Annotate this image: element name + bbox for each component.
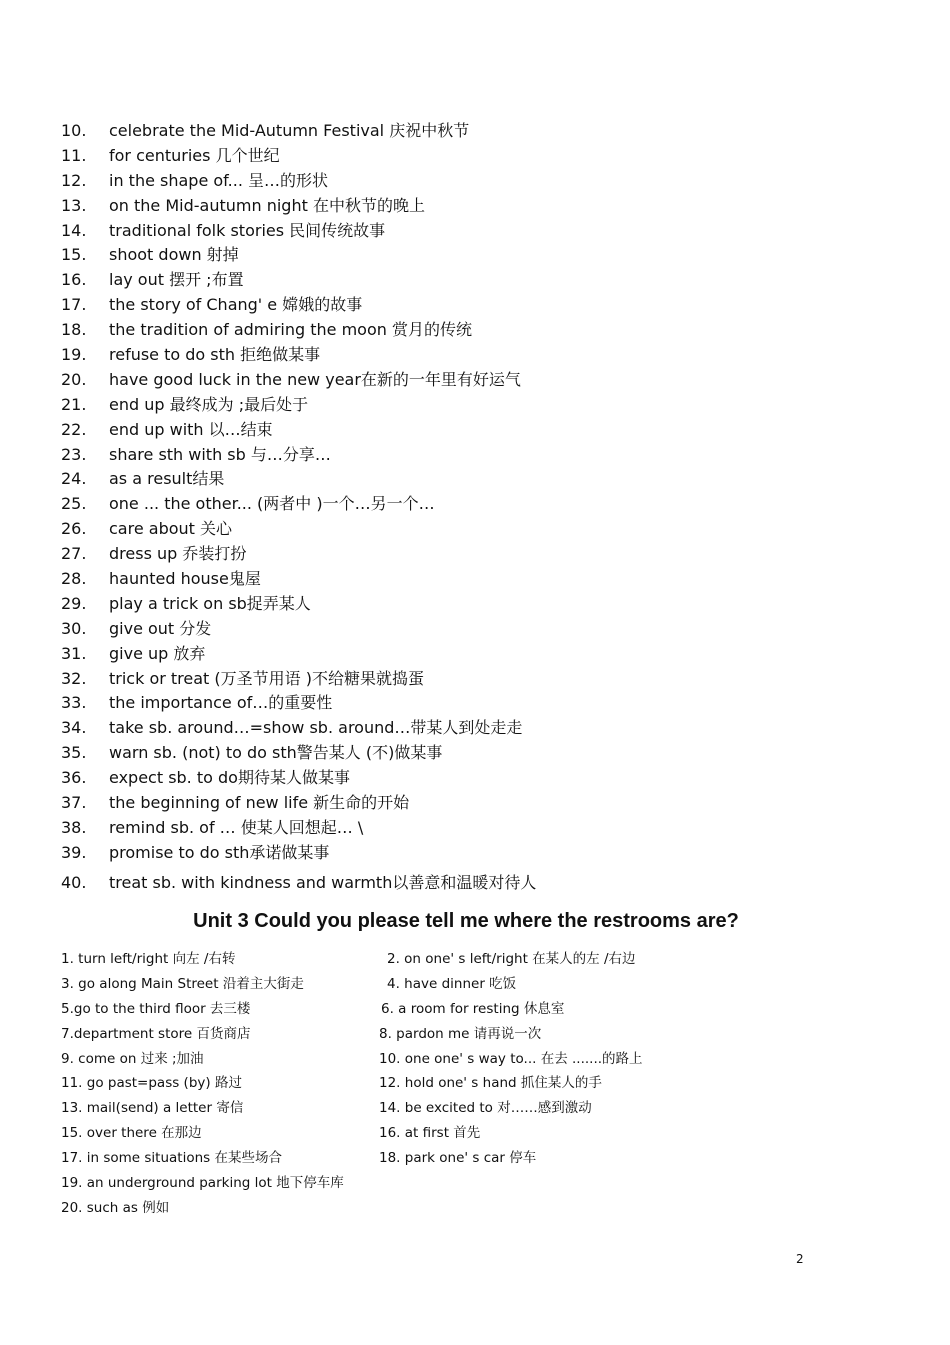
- phrase-cell: 3. go along Main Street 沿着主大街走: [61, 975, 304, 992]
- list-item: [61, 119, 881, 144]
- list-item: [61, 691, 881, 716]
- phrase-cell: 12. hold one' s hand 抓住某人的手: [379, 1075, 602, 1092]
- item-number: 38.: [61, 817, 87, 837]
- item-number: 29.: [61, 593, 87, 613]
- phrase-cell: 2. on one' s left/right 在某人的左 /右边: [387, 951, 636, 967]
- grid-row: [61, 947, 881, 972]
- list-item: [61, 169, 881, 194]
- item-text: remind sb. of … 使某人回想起… \: [109, 817, 364, 837]
- list-item: [61, 418, 881, 443]
- phrase-cell: 6. a room for resting 休息室: [381, 1000, 565, 1017]
- list-item: [61, 144, 881, 169]
- grid-row: [61, 997, 881, 1022]
- list-item: [61, 716, 881, 741]
- list-item: [61, 766, 881, 791]
- list-item: [61, 567, 881, 592]
- list-item: [61, 667, 881, 692]
- item-number: 18.: [61, 320, 87, 340]
- item-text: the tradition of admiring the moon 赏月的传统: [109, 320, 472, 340]
- item-text: take sb. around…=show sb. around…带某人到处走走: [109, 718, 523, 738]
- list-item: [61, 343, 881, 368]
- item-text: lay out 摆开 ;布置: [109, 270, 244, 290]
- item-text: celebrate the Mid-Autumn Festival 庆祝中秋节: [109, 121, 470, 140]
- phrase-cell: 9. come on 过来 ;加油: [61, 1050, 204, 1067]
- list-item: [61, 268, 881, 293]
- item-number: 40.: [61, 872, 87, 892]
- phrase-cell: 14. be excited to 对……感到激动: [379, 1100, 592, 1117]
- item-number: 37.: [61, 793, 87, 813]
- item-text: the beginning of new life 新生命的开始: [109, 793, 410, 813]
- item-number: 11.: [61, 145, 87, 165]
- item-number: 34.: [61, 718, 87, 738]
- item-number: 19.: [61, 345, 87, 365]
- list-item: [61, 443, 881, 468]
- list-item: [61, 219, 881, 244]
- list-item: [61, 467, 881, 492]
- phrase-cell: 17. in some situations 在某些场合: [61, 1150, 282, 1167]
- list-item: [61, 393, 881, 418]
- item-number: 31.: [61, 643, 87, 663]
- list-item: [61, 368, 881, 393]
- item-text: end up with 以…结束: [109, 419, 273, 439]
- item-number: 39.: [61, 842, 87, 862]
- item-text: one ... the other... (两者中 )一个…另一个…: [109, 494, 435, 514]
- phrase-cell: 8. pardon me 请再说一次: [379, 1025, 542, 1042]
- grid-row: [61, 1022, 881, 1047]
- item-number: 36.: [61, 768, 87, 788]
- item-text: traditional folk stories 民间传统故事: [109, 220, 386, 240]
- item-text: on the Mid-autumn night 在中秋节的晚上: [109, 195, 425, 215]
- phrase-cell: 15. over there 在那边: [61, 1125, 202, 1142]
- grid-row: [61, 1096, 881, 1121]
- item-number: 14.: [61, 220, 87, 240]
- phrase-cell: 13. mail(send) a letter 寄信: [61, 1100, 244, 1117]
- item-text: the story of Chang' e 嫦娥的故事: [109, 295, 363, 315]
- list-item: [61, 841, 881, 866]
- unit-heading: Unit 3 Could you please tell me where the restrooms are?: [193, 910, 739, 932]
- item-text: have good luck in the new year在新的一年里有好运气: [109, 369, 521, 389]
- item-text: treat sb. with kindness and warmth以善意和温暖对待人: [109, 872, 537, 892]
- phrase-cell: 7.department store 百货商店: [61, 1025, 251, 1042]
- phrase-list: [61, 119, 881, 896]
- item-number: 23.: [61, 444, 87, 464]
- item-number: 30.: [61, 618, 87, 638]
- grid-row: [61, 1146, 881, 1171]
- item-number: 33.: [61, 693, 87, 713]
- item-text: the importance of…的重要性: [109, 693, 333, 713]
- phrase-cell: 16. at first 首先: [379, 1125, 481, 1142]
- list-item: [61, 542, 881, 567]
- grid-row: [61, 972, 881, 997]
- item-text: dress up 乔装打扮: [109, 544, 247, 564]
- item-text: promise to do sth承诺做某事: [109, 842, 330, 862]
- item-text: haunted house鬼屋: [109, 569, 261, 589]
- item-number: 10.: [61, 121, 87, 140]
- item-text: give up 放弃: [109, 643, 206, 663]
- grid-row: [61, 1121, 881, 1146]
- grid-row: [61, 1071, 881, 1096]
- phrase-cell: 20. such as 例如: [61, 1199, 170, 1216]
- phrase-cell: 4. have dinner 吃饭: [387, 975, 517, 992]
- item-text: end up 最终成为 ;最后处于: [109, 394, 309, 414]
- item-number: 13.: [61, 195, 87, 215]
- list-item: [61, 642, 881, 667]
- item-number: 22.: [61, 419, 87, 439]
- unit-phrase-grid: [61, 947, 881, 1221]
- list-item: [61, 293, 881, 318]
- item-number: 15.: [61, 245, 87, 265]
- item-text: expect sb. to do期待某人做某事: [109, 768, 350, 788]
- item-text: care about 关心: [109, 519, 233, 539]
- item-text: give out 分发: [109, 618, 212, 638]
- item-number: 27.: [61, 544, 87, 564]
- list-item: [61, 741, 881, 766]
- item-number: 26.: [61, 519, 87, 539]
- list-item: [61, 194, 881, 219]
- list-item: [61, 492, 881, 517]
- list-item: [61, 243, 881, 268]
- item-number: 21.: [61, 394, 87, 414]
- item-number: 25.: [61, 494, 87, 514]
- item-number: 17.: [61, 295, 87, 315]
- item-number: 12.: [61, 170, 87, 190]
- list-item: [61, 318, 881, 343]
- list-item: [61, 791, 881, 816]
- item-number: 35.: [61, 743, 87, 763]
- grid-row: [61, 1196, 881, 1221]
- phrase-cell: 19. an underground parking lot 地下停车库: [61, 1175, 344, 1192]
- item-text: shoot down 射掉: [109, 245, 239, 265]
- item-text: share sth with sb 与…分享…: [109, 444, 331, 464]
- item-number: 20.: [61, 369, 87, 389]
- item-number: 28.: [61, 569, 87, 589]
- item-number: 32.: [61, 668, 87, 688]
- phrase-cell: 1. turn left/right 向左 /右转: [61, 951, 236, 967]
- item-number: 16.: [61, 270, 87, 290]
- phrase-cell: 18. park one' s car 停车: [379, 1150, 537, 1167]
- list-item: [61, 517, 881, 542]
- item-text: in the shape of... 呈…的形状: [109, 170, 328, 190]
- item-text: trick or treat (万圣节用语 )不给糖果就捣蛋: [109, 668, 424, 688]
- item-number: 24.: [61, 469, 87, 489]
- item-text: warn sb. (not) to do sth警告某人 (不)做某事: [109, 743, 443, 763]
- phrase-cell: 11. go past=pass (by) 路过: [61, 1075, 242, 1092]
- page-number: 2: [796, 1252, 804, 1266]
- phrase-cell: 10. one one' s way to... 在去 .......的路上: [379, 1050, 643, 1067]
- item-text: for centuries 几个世纪: [109, 145, 280, 165]
- item-text: as a result结果: [109, 469, 225, 489]
- item-text: play a trick on sb捉弄某人: [109, 593, 311, 613]
- grid-row: [61, 1171, 881, 1196]
- phrase-cell: 5.go to the third floor 去三楼: [61, 1000, 251, 1017]
- list-item: [61, 592, 881, 617]
- list-item: [61, 816, 881, 841]
- item-text: refuse to do sth 拒绝做某事: [109, 345, 321, 365]
- grid-row: [61, 1047, 881, 1072]
- list-item: [61, 871, 881, 896]
- list-item: [61, 617, 881, 642]
